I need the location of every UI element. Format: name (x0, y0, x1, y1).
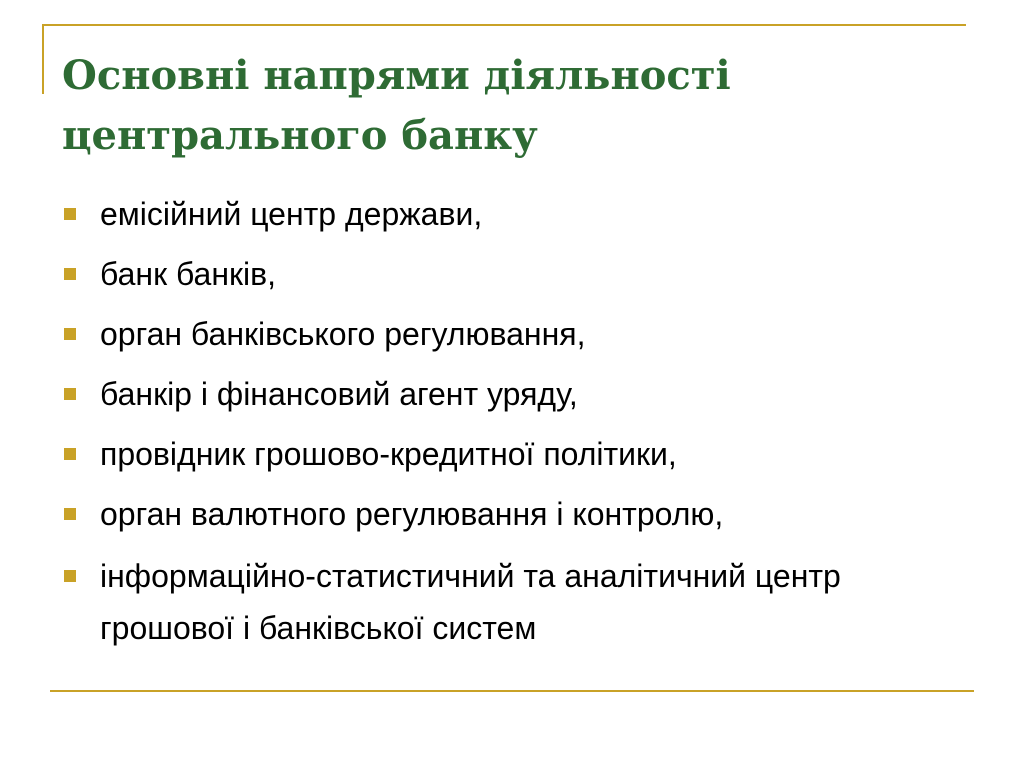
square-bullet-icon (64, 328, 76, 340)
square-bullet-icon (64, 208, 76, 220)
bullet-item (62, 550, 962, 654)
bullet-text: банк банків, (100, 256, 277, 292)
slide-title: Основні напрями діяльності центрального банку (62, 52, 731, 159)
bullet-text: банкір і фінансовий агент уряду, (100, 376, 578, 412)
bullet-item (62, 490, 962, 538)
bullet-item (62, 430, 962, 478)
bullet-text: орган валютного регулювання і контролю, (100, 496, 724, 532)
bullet-item (62, 310, 962, 358)
square-bullet-icon (64, 448, 76, 460)
bullet-text: інформаційно-статистичний та аналітичний центр грошової і банківської систем (100, 558, 841, 646)
square-bullet-icon (64, 268, 76, 280)
bullet-text: провідник грошово-кредитної політики, (100, 436, 677, 472)
bullet-text: емісійний центр держави, (100, 196, 483, 232)
bottom-divider (50, 690, 974, 692)
bullet-item (62, 250, 962, 298)
square-bullet-icon (64, 570, 76, 582)
bullet-item (62, 190, 962, 238)
square-bullet-icon (64, 508, 76, 520)
bullet-list (62, 190, 962, 666)
bullet-text: орган банківського регулювання, (100, 316, 586, 352)
top-divider (42, 24, 966, 26)
bullet-item (62, 370, 962, 418)
square-bullet-icon (64, 388, 76, 400)
left-divider (42, 24, 44, 94)
